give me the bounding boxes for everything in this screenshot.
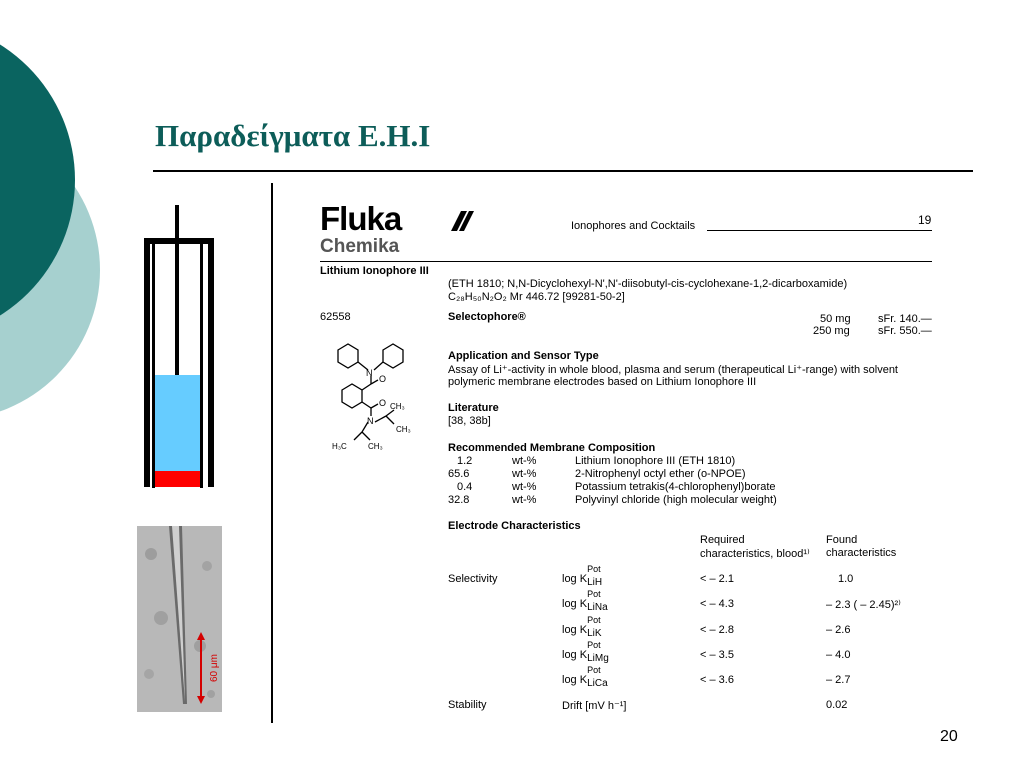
membrane-unit: wt-% [512, 494, 537, 506]
required-value: < – 3.5 [700, 649, 734, 661]
header-page-number: 19 [918, 213, 932, 227]
membrane-heading: Recommended Membrane Composition [448, 442, 656, 454]
membrane-unit: wt-% [512, 481, 537, 493]
membrane-amount: 1.2 [457, 455, 473, 467]
pack-size-1: 50 mg [820, 313, 851, 325]
ion-selective-membrane [155, 471, 200, 487]
catalog-number: 62558 [320, 311, 351, 323]
structure-atom-n1: N [366, 368, 373, 378]
micrograph-image [137, 526, 222, 712]
pack-price-2: sFr. 550.— [878, 325, 932, 337]
structure-atom-o2: O [379, 398, 387, 408]
product-grade: Selectophore® [448, 311, 526, 323]
structure-group-ch3-a: CH₃ [390, 402, 405, 411]
title-divider [153, 170, 973, 172]
found-value: – 2.3 ( – 2.45)²⁾ [826, 599, 901, 611]
page-number: 20 [940, 728, 958, 745]
stability-label: Stability [448, 699, 487, 711]
electrode-diagram [140, 205, 215, 490]
vertical-divider [271, 183, 273, 723]
found-value: 1.0 [838, 573, 854, 585]
drift-found-value: 0.02 [826, 699, 848, 711]
drift-label: Drift [mV h⁻¹] [562, 700, 627, 712]
structure-atom-n2: N [367, 416, 374, 426]
membrane-component: Lithium Ionophore III (ETH 1810) [575, 455, 736, 467]
product-formula: C₂₈H₅₀N₂O₂ Mr 446.72 [99281-50-2] [448, 291, 625, 303]
product-datasheet [300, 195, 950, 725]
required-value: < – 4.3 [700, 598, 734, 610]
required-header-1: Required [700, 534, 745, 546]
subbrand-name: Chemika [320, 236, 400, 257]
found-value: – 4.0 [826, 649, 851, 661]
brand-name: Fluka [320, 200, 402, 237]
chemical-structure [328, 340, 428, 465]
literature-heading: Literature [448, 402, 499, 414]
application-heading: Application and Sensor Type [448, 350, 599, 362]
required-value: < – 2.1 [700, 573, 734, 585]
log-k-label: log K Pot LiMg [562, 640, 609, 664]
structure-group-h3c: H₃C [332, 442, 347, 451]
membrane-component: Polyvinyl chloride (high molecular weight) [575, 494, 777, 506]
product-name: Lithium Ionophore III [320, 265, 429, 277]
required-value: < – 2.8 [700, 624, 734, 636]
fluka-logo-icon [443, 207, 475, 233]
membrane-unit: wt-% [512, 455, 537, 467]
selectivity-label: Selectivity [448, 573, 498, 585]
application-line-1: Assay of Li⁺-activity in whole blood, plasma and serum (therapeutical Li⁺-range) with solvent [448, 364, 898, 376]
membrane-unit: wt-% [512, 468, 537, 480]
scale-bar-label: 60 μm [209, 654, 220, 682]
top-rule [320, 261, 932, 262]
membrane-component: 2-Nitrophenyl octyl ether (o-NPOE) [575, 468, 746, 480]
slide-title: Παραδείγματα Ε.Η.Ι [155, 118, 431, 153]
membrane-amount: 65.6 [448, 468, 470, 480]
log-k-label: log K Pot LiK [562, 615, 602, 639]
found-header-1: Found [826, 534, 858, 546]
product-description: (ETH 1810; N,N-Dicyclohexyl-N',N'-diisobutyl-cis-cyclohexane-1,2-dicarboxamide) [448, 278, 848, 290]
internal-solution [155, 375, 200, 473]
micropipette-micrograph [137, 526, 222, 712]
membrane-amount: 32.8 [448, 494, 470, 506]
structure-group-ch3-b: CH₃ [396, 425, 411, 434]
membrane-component: Potassium tetrakis(4-chlorophenyl)borate [575, 481, 776, 493]
structure-group-ch3-c: CH₃ [368, 442, 383, 451]
required-value: < – 3.6 [700, 674, 734, 686]
required-header-2: characteristics, blood¹⁾ [700, 548, 810, 560]
found-value: – 2.6 [826, 624, 851, 636]
literature-refs: [38, 38b] [448, 415, 491, 427]
membrane-amount: 0.4 [457, 481, 473, 493]
found-value: – 2.7 [826, 674, 851, 686]
log-k-label: log K Pot LiCa [562, 665, 608, 689]
pack-size-2: 250 mg [813, 325, 850, 337]
structure-atom-o1: O [379, 374, 387, 384]
pack-price-1: sFr. 140.— [878, 313, 932, 325]
log-k-label: log K Pot LiNa [562, 589, 608, 613]
application-line-2: polymeric membrane electrodes based on Lithium Ionophore III [448, 376, 757, 388]
header-rule [707, 230, 932, 231]
found-header-2: characteristics [826, 547, 897, 559]
header-section: Ionophores and Cocktails [571, 220, 696, 232]
electrode-wall-right [200, 238, 203, 488]
electrode-heading: Electrode Characteristics [448, 520, 581, 532]
log-k-label: log K Pot LiH [562, 564, 603, 588]
